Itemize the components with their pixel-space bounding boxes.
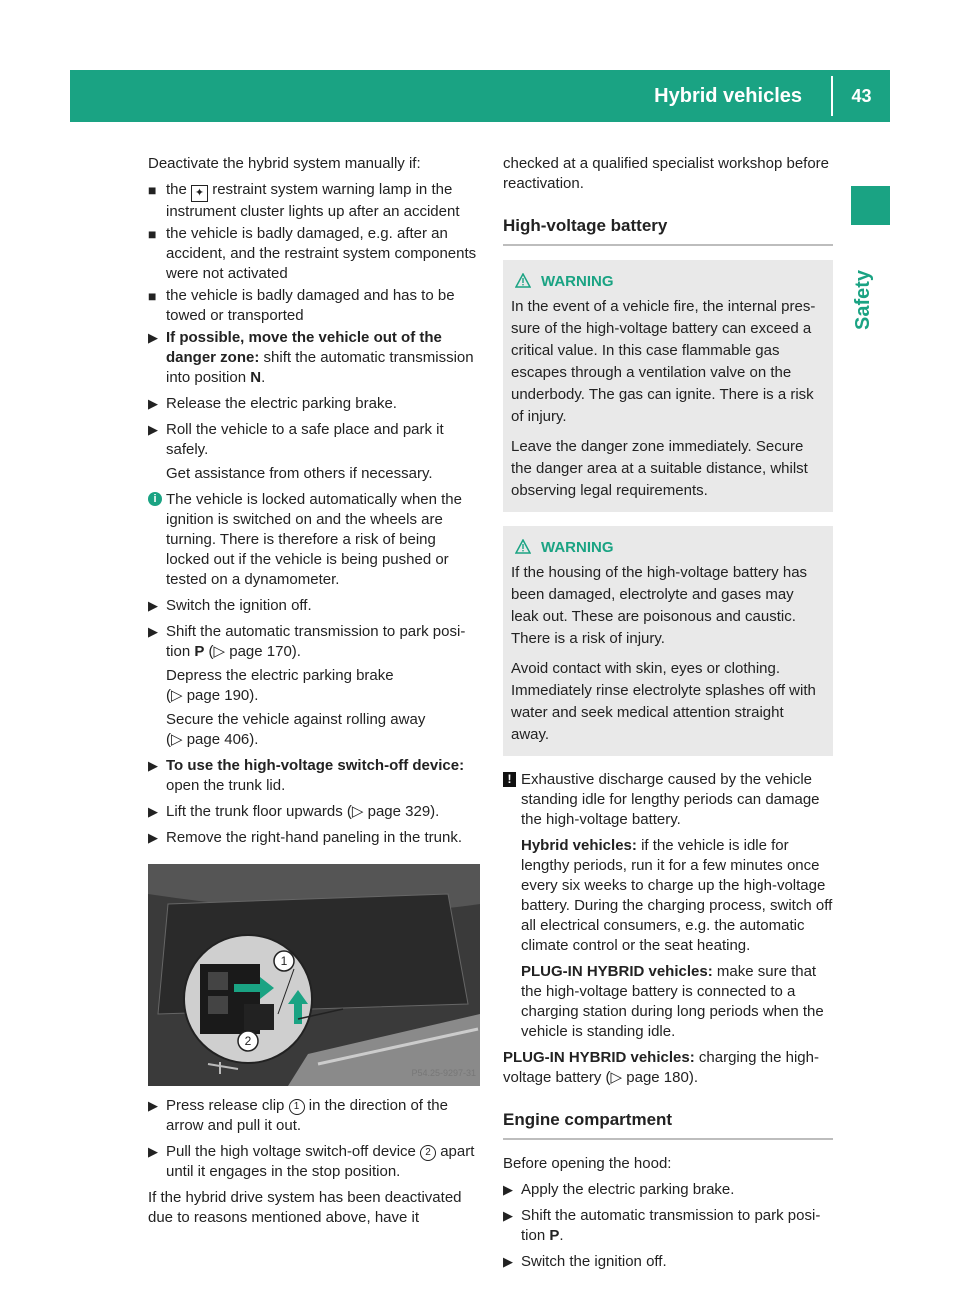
info-note <box>148 490 480 590</box>
step-arrow-icon: ▶ <box>148 330 158 345</box>
warning-title <box>515 538 825 558</box>
callout-2-label: 2 <box>244 1034 252 1048</box>
step-end: . <box>261 369 266 386</box>
right-column <box>503 154 833 1278</box>
note-bold: PLUG-IN HYBRID vehicles: <box>521 963 713 980</box>
warning-title <box>515 272 825 292</box>
section-label: Safety <box>852 269 874 330</box>
step-subtext: Get assistance from others if necessary. <box>166 465 433 482</box>
step-text: Switch the ignition off. <box>521 1253 667 1270</box>
warning-triangle-icon <box>515 273 531 288</box>
header-bar <box>70 70 890 122</box>
bullet-text-pre: the <box>166 181 187 198</box>
step-arrow-icon: ▶ <box>503 1254 513 1269</box>
left-column <box>148 154 480 1234</box>
info-icon: i <box>148 492 162 506</box>
step-item <box>148 328 480 388</box>
step-item <box>148 1142 480 1182</box>
step-item <box>148 596 480 616</box>
step-text: Remove the right-hand paneling in the trunk. <box>166 829 463 846</box>
step-arrow-icon: ▶ <box>148 804 158 819</box>
page-reference-link[interactable]: (▷ page 170). <box>208 643 301 660</box>
note-paragraph <box>521 836 833 956</box>
engine-intro: Before opening the hood: <box>503 1155 672 1172</box>
callout-number: 2 <box>420 1145 436 1161</box>
step-arrow-icon: ▶ <box>148 624 158 639</box>
step-item <box>148 1096 480 1136</box>
callout-number: 1 <box>289 1099 305 1115</box>
continued-text: checked at a qualified specialist workshop before reactivation. <box>503 155 830 192</box>
step-arrow-icon: ▶ <box>148 422 158 437</box>
warning-triangle-icon <box>515 539 531 554</box>
bullet-marker: ■ <box>148 288 157 304</box>
bullet-marker: ■ <box>148 182 157 198</box>
bullet-text: the vehicle is badly damaged and has to be towed or transported <box>166 287 455 324</box>
warning-text: In the event of a vehicle fire, the internal pressure of the high-voltage battery can exceed a critical value. In this case flammable gas escapes through a ventilation valve on the underbody. The gas can ignite. There is a risk of injury. <box>511 298 816 425</box>
step-arrow-icon: ▶ <box>503 1182 513 1197</box>
note-text: Exhaustive discharge caused by the vehicle standing idle for lengthy periods can damage the high-voltage battery. <box>521 771 820 828</box>
step-item <box>148 756 480 796</box>
step-item <box>503 1206 833 1246</box>
step-arrow-icon: ▶ <box>148 1098 158 1113</box>
warning-text: Avoid contact with skin, eyes or clothing. Immediately rinse electrolyte splashes off with water and seek medical attention straight away. <box>511 660 816 743</box>
plugin-text: charging the high-voltage battery (▷ page 180). <box>503 1049 819 1086</box>
trunk-illustration <box>148 864 480 1086</box>
note-text: if the vehicle is idle for lengthy periods, run it for a few minutes once every six weeks to charge up the high-voltage battery. During the charging process, switch off all electrical consumers, e.g. the automatic climate control or the seat heating. <box>521 837 833 954</box>
figure-id: P54.25-9297-31 <box>411 1068 476 1078</box>
note-bold: Hybrid vehicles: <box>521 837 637 854</box>
step-subtext <box>166 710 480 750</box>
warning-title-text: WARNING <box>541 273 614 290</box>
step-arrow-icon: ▶ <box>148 598 158 613</box>
heading-high-voltage-battery: High-voltage battery <box>503 216 833 246</box>
step-text: Release the electric parking brake. <box>166 395 397 412</box>
step-subtext-line: Secure the vehicle against rolling away <box>166 711 426 728</box>
step-text: in the direction of the arrow and pull it out. <box>166 1097 448 1134</box>
step-item <box>148 420 480 484</box>
step-text: Switch the ignition off. <box>166 597 312 614</box>
bullet-text-post: restraint system warning lamp in the instrument cluster lights up after an accident <box>166 181 460 220</box>
gear-position: N <box>250 369 262 386</box>
gear-position: P <box>549 1227 560 1244</box>
restraint-system-warning-icon: ✦ <box>191 185 208 202</box>
warning-box <box>503 526 833 756</box>
caution-note <box>503 770 833 1042</box>
bullet-marker: ■ <box>148 226 157 242</box>
plugin-paragraph <box>503 1048 833 1088</box>
step-subtext <box>166 666 480 706</box>
step-arrow-icon: ▶ <box>148 830 158 845</box>
section-tab-marker <box>851 186 890 225</box>
page-number: 43 <box>851 86 872 106</box>
step-text: Lift the trunk floor upwards (▷ page 329). <box>166 803 440 820</box>
page-reference-link[interactable]: (▷ page 190). <box>166 687 259 704</box>
step-item <box>148 802 480 822</box>
warning-title-text: WARNING <box>541 539 614 556</box>
gear-position: P <box>194 643 205 660</box>
info-text: The vehicle is locked automatically when the ignition is switched on and the wheels are turning. There is therefore a risk of being locked out if the vehicle is being pushed or tested on a dynamometer. <box>166 491 462 588</box>
step-arrow-icon: ▶ <box>148 758 158 773</box>
step-text: Pull the high voltage switch-off device <box>166 1143 416 1160</box>
step-text: Shift the automatic transmission to park position <box>166 623 466 660</box>
list-item <box>148 224 480 284</box>
trunk-figure <box>148 864 480 1086</box>
step-text: Shift the automatic transmission to park position <box>521 1207 821 1244</box>
warning-text: Leave the danger zone immediately. Secure the danger area at a suitable distance, whilst observing legal requirements. <box>511 438 808 499</box>
step-end: . <box>559 1227 564 1244</box>
plugin-bold: PLUG-IN HYBRID vehicles: <box>503 1049 695 1066</box>
step-item <box>148 622 480 750</box>
step-item <box>148 828 480 848</box>
note-text: make sure that the high-voltage battery is connected to a charging station during long periods when the vehicle is standing idle. <box>521 963 824 1040</box>
step-text: apart until it engages in the stop position. <box>166 1143 475 1180</box>
step-text: Press release clip <box>166 1097 285 1114</box>
step-arrow-icon: ▶ <box>148 1144 158 1159</box>
warning-box <box>503 260 833 512</box>
page-reference-link[interactable]: (▷ page 406). <box>166 731 259 748</box>
step-text: open the trunk lid. <box>166 777 286 794</box>
step-item <box>503 1180 833 1200</box>
outro-text: If the hybrid drive system has been deactivated due to reasons mentioned above, have it <box>148 1189 462 1226</box>
list-item <box>148 180 480 222</box>
step-arrow-icon: ▶ <box>148 396 158 411</box>
step-bold: If possible, move the vehicle out of the danger zone: <box>166 329 442 366</box>
step-item <box>503 1252 833 1272</box>
bullet-text: the vehicle is badly damaged, e.g. after an accident, and the restraint system components were not activated <box>166 225 477 282</box>
step-arrow-icon: ▶ <box>503 1208 513 1223</box>
step-text: Apply the electric parking brake. <box>521 1181 735 1198</box>
list-item <box>148 286 480 326</box>
step-subtext-line: Depress the electric parking brake <box>166 667 394 684</box>
intro-text: Deactivate the hybrid system manually if: <box>148 155 421 172</box>
note-paragraph <box>521 962 833 1042</box>
step-bold: To use the high-voltage switch-off device: <box>166 757 465 774</box>
callout-1-label: 1 <box>280 954 288 968</box>
heading-engine-compartment: Engine compartment <box>503 1110 833 1140</box>
page-title: Hybrid vehicles <box>654 85 802 107</box>
warning-text: If the housing of the high-voltage battery has been damaged, electrolyte and gases may leak out. These are poisonous and caustic. There is a risk of injury. <box>511 564 808 647</box>
exclamation-icon: ! <box>503 772 516 787</box>
step-text: Roll the vehicle to a safe place and park it safely. <box>166 421 444 458</box>
step-item <box>148 394 480 414</box>
step-text: shift the automatic transmission into position <box>166 349 474 386</box>
